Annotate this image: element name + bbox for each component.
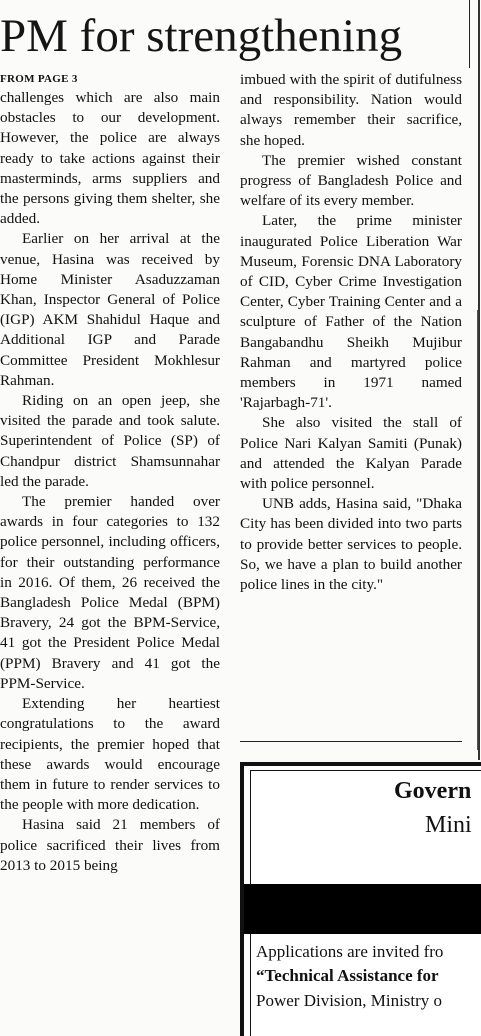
ad-text: Power Division, Ministry o (256, 991, 443, 1010)
paragraph: challenges which are also main obstacles to our development. However, the police are always ready to take actions against their masterminds, arms suppliers and the persons giving them shelter, she added. (0, 89, 220, 228)
article-column-2 (240, 70, 462, 595)
paragraph: Extending her heartiest congratulations to the award recipients, the premier hoped that these awards would encourage them in future to render services to the people with more dedication. (0, 695, 220, 814)
paragraph: Hasina said 21 members of police sacrificed their lives from 2013 to 2015 being (0, 816, 220, 874)
paragraph: She also visited the stall of Police Nari Kalyan Samiti (Punak) and attended the Kalyan Parade with police personnel. (240, 414, 462, 493)
headline: PM for strengthening (0, 10, 403, 62)
column-divider (469, 0, 470, 68)
article-end-rule (240, 741, 462, 742)
ad-text-bold: “Technical Assistance for (256, 966, 439, 985)
ad-text: Applications are invited fro (256, 942, 444, 961)
ad-subtitle: Mini (425, 812, 472, 838)
paragraph: Later, the prime minister inaugurated Police Liberation War Museum, Forensic DNA Laboratory of CID, Cyber Crime Investigation Center, Cyber Training Center and a sculpture of Father of the Nation Bangabandhu Sheikh Mujibur Rahman and martyred police members in 1971 named 'Rajarbagh-71'. (240, 212, 462, 412)
page-edge-rule (478, 0, 480, 760)
paragraph: UNB adds, Hasina said, "Dhaka City has been divided into two parts to provide better services to people. So, we have a plan to build another police lines in the city." (240, 495, 462, 594)
article-column-1 (0, 70, 220, 876)
paragraph: The premier wished constant progress of Bangladesh Police and welfare of its every member. (240, 151, 462, 210)
ad-title: Govern (394, 778, 472, 804)
paragraph: Earlier on her arrival at the venue, Hasina was received by Home Minister Asaduzzaman Khan, Inspector General of Police (IGP) AKM Shahidul Haque and Additional IGP and Parade Committee President Mokhlesur Rahman. (0, 230, 220, 389)
paragraph: imbued with the spirit of dutifulness and responsibility. Nation would always remember their sacrifice, she hoped. (240, 71, 462, 149)
paragraph: Riding on an open jeep, she visited the parade and took salute. Superintendent of Police (SP) of Chandpur district Shamsunnahar led the parade. (0, 392, 220, 490)
column-divider (477, 310, 478, 750)
paragraph: The premier handed over awards in four categories to 132 police personnel, including officers, for their outstanding performance in 2016. Of them, 26 received the Bangladesh Police Medal (BPM) Bravery, 24 got the BPM-Service, 41 got the President Police Medal (PPM) Bravery and 41 got the PPM-Service. (0, 493, 220, 692)
ad-black-band (244, 884, 481, 934)
government-advertisement (240, 762, 481, 1036)
continued-from-label: FROM PAGE 3 (0, 73, 78, 85)
